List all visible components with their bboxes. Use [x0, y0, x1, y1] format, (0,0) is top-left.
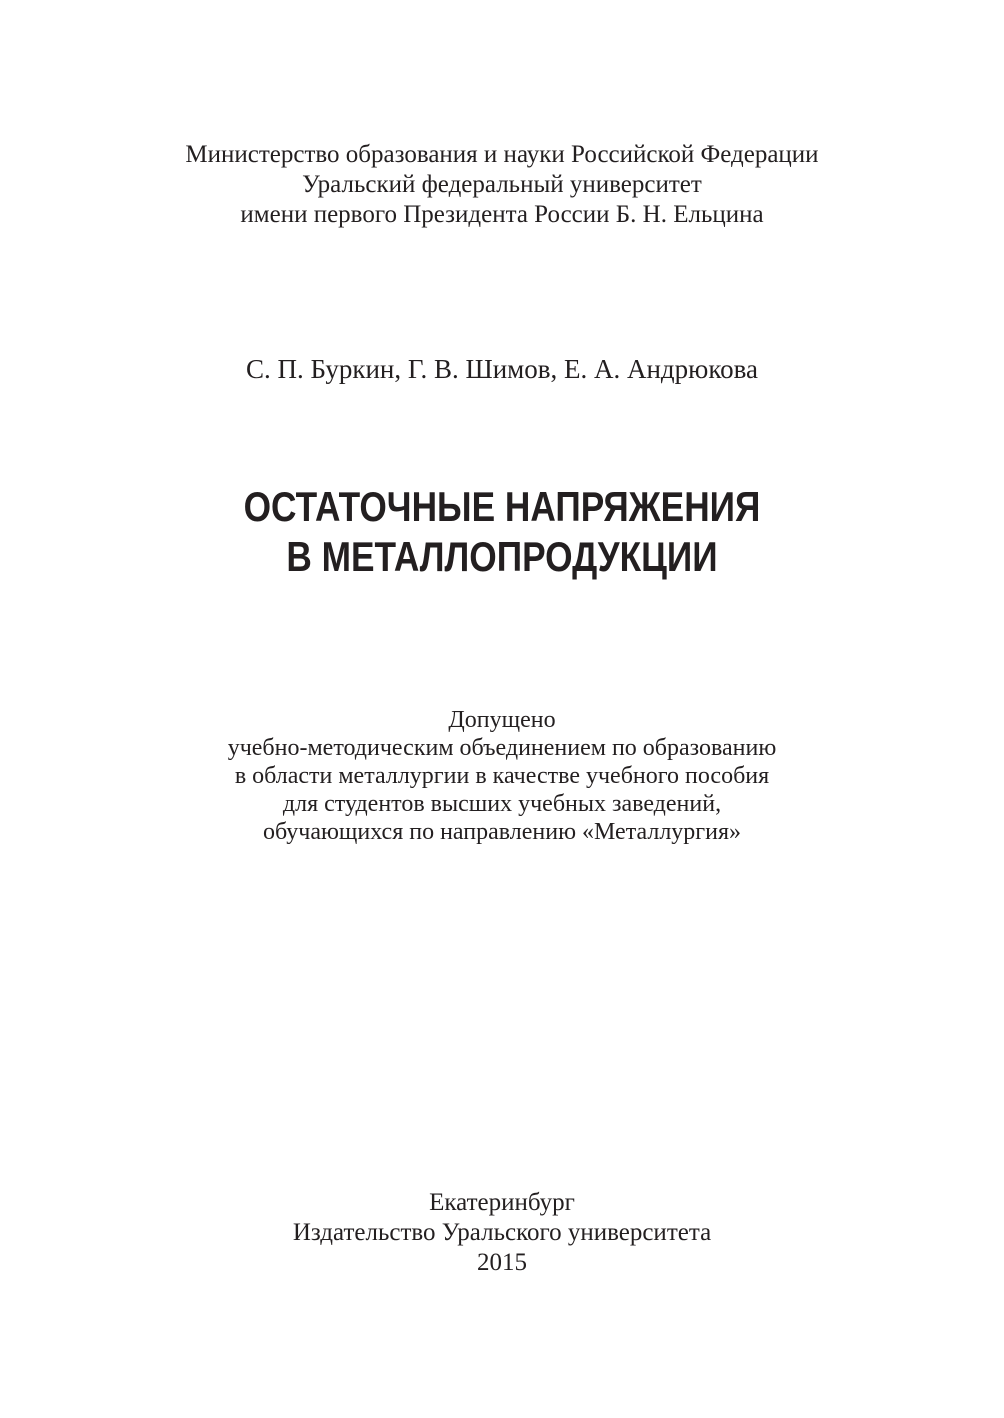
ministry-line: Министерство образования и науки Российской Федерации	[185, 141, 819, 168]
book-title	[80, 482, 923, 582]
title-line-1: ОСТАТОЧНЫЕ НАПРЯЖЕНИЯ	[243, 483, 761, 530]
authors	[0, 351, 1004, 387]
university-line: Уральский федеральный университет	[302, 171, 702, 198]
imprint	[0, 1188, 1004, 1278]
institution-header	[0, 140, 1004, 230]
approval-line-3: в области металлургии в качестве учебного пособия	[234, 763, 770, 789]
approval-line-1: Допущено	[448, 707, 556, 733]
approval-line-5: обучающихся по направлению «Металлургия»	[262, 819, 742, 845]
title-line-2: В МЕТАЛЛОПРОДУКЦИИ	[286, 533, 718, 580]
university-name-line: имени первого Президента России Б. Н. Ельцина	[240, 201, 764, 228]
approval-statement	[0, 706, 1004, 846]
imprint-year: 2015	[477, 1249, 527, 1276]
approval-line-2: учебно-методическим объединением по образованию	[227, 735, 777, 761]
authors-line: С. П. Буркин, Г. В. Шимов, Е. А. Андрюкова	[246, 354, 758, 384]
imprint-city: Екатеринбург	[429, 1189, 575, 1216]
approval-line-4: для студентов высших учебных заведений,	[282, 791, 722, 817]
imprint-publisher: Издательство Уральского университета	[292, 1219, 712, 1246]
